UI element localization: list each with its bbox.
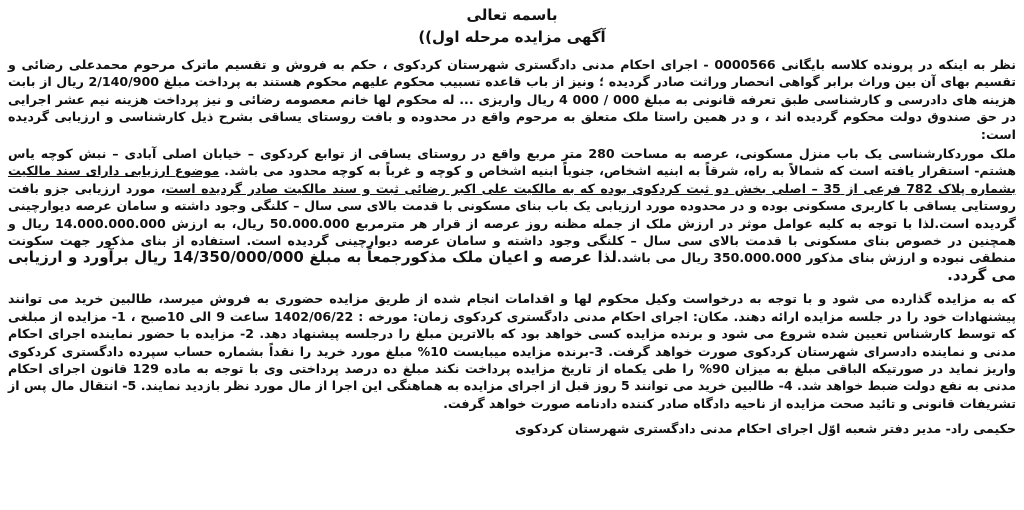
notice-title: آگهی مزایده مرحله اول)) [418,28,606,46]
basmala-heading: باسمه تعالی [466,6,558,24]
signature-line: حکیمی راد- مدیر دفتر شعبه اوّل اجرای احکام مدنی دادگستری شهرستان کردکوی [515,421,1016,437]
property-description: ملک موردکارشناسی یک باب منزل مسکونی، عرصه به مساحت 280 متر مربع واقع در روستای یساقی از توابع کردکوی – خیابان اصلی آبادی – نبش کوچه یاس هشتم- استقرار یافته است که شمالاً به راه، شرقاً به ابنیه اشخاص، جنوباً ابنیه اشخاص و کوچه و غرباً به کوچه محدود می باشد. [8,146,1017,179]
ownership-deed-text: موضوع ارزیابی دارای سند مالکیت بشماره پلاک 782 فرعی از 35 – اصلی بخش دو ثبت کردکوی بوده که به مالکیت علی اکبر رضائی ثبت و سند مالکیت صادر گردیده است [8,163,1016,196]
property-valuation-text: ، مورد ارزیابی جزو بافت روستایی یساقی با کاربری مسکونی بوده و در محدوده مورد ارزیابی یک باب بنای مسکونی با قدمت بالای سی سال – کلنگی وجود داشته و سامان عرصه دیوارچینی گردیده است.لذا با توجه به کلیه عوامل موثر در ارزش ملک از جمله مظنه روز عرصه از قرار هر مترمربع 50.000.000 ریال، به ارزش 14.000.000.000 ریال و همچنین در خصوص بنای مسکونی با قدمت بالای سی سال – کلنگی وجود داشته و سامان عرصه دیوارچینی گردیده است. استفاده از بنای مذکور جهت سکونت منطقی نبوده و ارزش بنای مذکور 350.000.000 ریال می باشد. [8,180,1017,266]
case-paragraph: نظر به اینکه در پرونده کلاسه بایگانی 0000566 - اجرای احکام مدنی دادگستری شهرستان کردکوی ، حکم به فروش و تقسیم ماترک مرحوم محمدعلی رضائی و تقسیم بهای آن بین وراث برابر گواهی انحصار وراثت صادر گردیده ؛ ونیز از باب قاعده تسبیب محکوم علیهم محکوم هستند به پرداخت مبلغ 2/140/900 ریال از بابت هزینه های دادرسی و کارشناسی طبق تعرفه قانونی به مبلغ 000 / 000 4 ریال واریزی ... له محکوم لها خانم معصومه رضائی و نیز پرداخت هزینه نیم عشر اجرایی در حق صندوق دولت محکوم گردیده اند ، و در همین راستا ملک متعلق به مرحوم واقع در محدوده و بافت روستای یساقی بشرح ذیل کارشناسی و ارزیابی گردیده است: [8,57,1017,142]
total-valuation-text: لذا عرصه و اعیان ملک مذکورجمعاً به مبلغ 14/350/000/000 ریال برآورد و ارزیابی می گردد. [8,248,1016,284]
auction-terms-paragraph: که به مزایده گذارده می شود و با توجه به درخواست وکیل محکوم لها و اقدامات انجام شده از طریق مزایده حضوری به فروش میرسد، طالبین خرید می توانند پیشنهادات خود را در جلسه مزایده ارائه دهند. مکان: اجرای احکام مدنی دادگستری کردکوی زمان: مورخه : 1402/06/22 ساعت 9 الی 10صبح ، 1- مزایده از مبلغی که توسط کارشناس تعیین شده شروع می شود و برنده مزایده کسی خواهد بود که بالاترین مبلغ را درجلسه پیشنهاد دهد. 2- مزایده با حضور نماینده اجرای احکام مدنی و نماینده دادسرای شهرستان کردکوی صورت خواهد گرفت. 3-برنده مزایده میبایست 10% مبلغ مورد خرید را نقداً بشماره حساب سپرده دادگستری کردکوی واریز نماید در صورتیکه الباقی مبلغ به میزان 90% را طی یکماه از تاریخ مزایده پرداخت نکند مبلغ ده درصد پرداختی وی با توجه به ماده 129 قانون اجرای احکام مدنی به نفع دولت ضبط خواهد شد. 4- طالبین خرید می توانند 5 روز قبل از اجرای مزایده به هماهنگی این اجرا از مال مورد نظر بازدید نمایند. 5- انتقال مال پس از تشریفات قانونی و تائید صحت مزایده از ناحیه دادگاه صادر کننده دادنامه صورت خواهد گرفت. [8,291,1017,411]
property-paragraph [8,145,1016,284]
